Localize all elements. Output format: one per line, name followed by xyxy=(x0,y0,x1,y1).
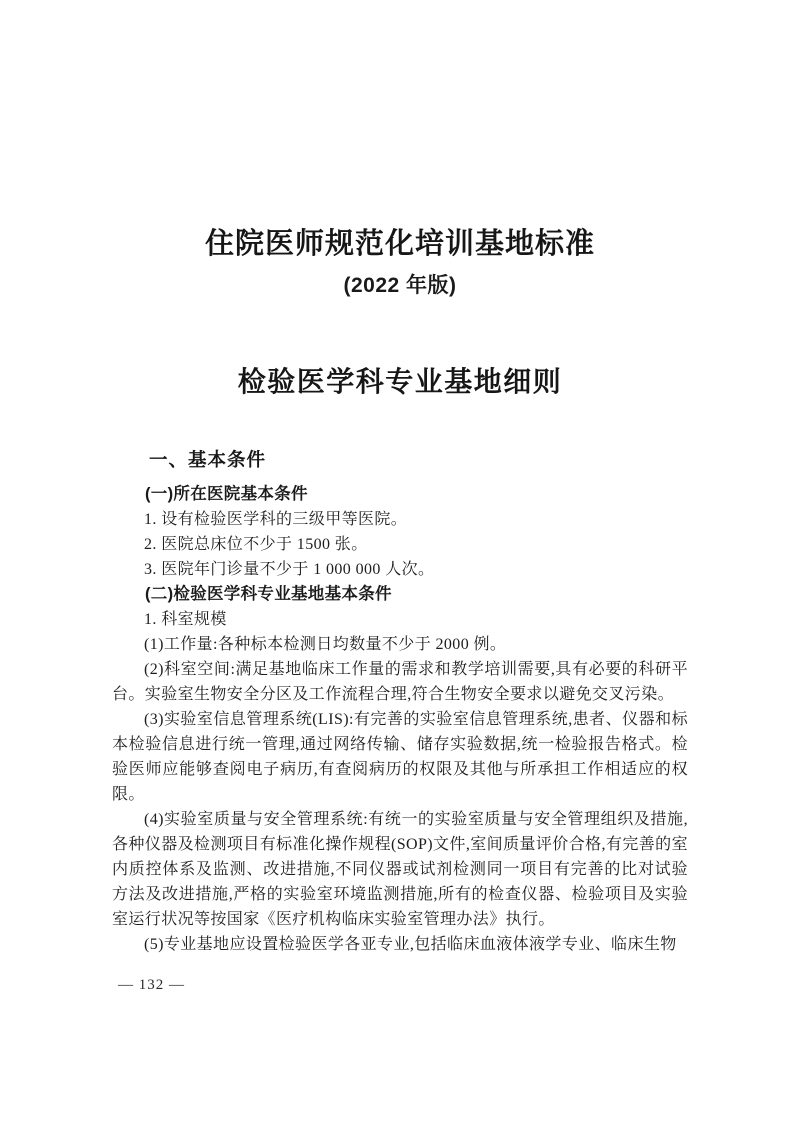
section-heading-basic-conditions: 一、基本条件 xyxy=(149,451,267,471)
document-edition: (2022 年版) xyxy=(343,274,457,297)
list-item-2: 2. 医院总床位不少于 1500 张。 xyxy=(144,536,368,553)
subsection-heading-specialty-base-conditions: (二)检验医学科专业基地基本条件 xyxy=(145,585,392,603)
paragraph-workload: (1)工作量:各种标本检测日均数量不少于 2000 例。 xyxy=(144,636,507,653)
document-title: 住院医师规范化培训基地标准 xyxy=(204,228,595,260)
paragraph-subspecialties: (5)专业基地应设置检验医学各亚专业,包括临床血液体液学专业、临床生物 xyxy=(144,936,677,953)
paragraph-department-space: (2)科室空间:满足基地临床工作量的需求和教学培训需要,具有必要的科研平台。实验室生物安全分区及工作流程合理,符合生物安全要求以避免交叉污染。 xyxy=(112,661,688,703)
page-number: — 132 — xyxy=(118,977,185,993)
paragraph-lis-system: (3)实验室信息管理系统(LIS):有完善的实验室信息管理系统,患者、仪器和标本检验信息进行统一管理,通过网络传输、储存实验数据,统一检验报告格式。检验医师应能够查阅电子病历,有查阅病历的权限及其他与所承担工作相适应的权限。 xyxy=(112,711,688,803)
subsection-heading-hospital-conditions: (一)所在医院基本条件 xyxy=(145,485,308,503)
chapter-title: 检验医学科专业基地细则 xyxy=(237,366,563,397)
list-item-1: 1. 设有检验医学科的三级甲等医院。 xyxy=(144,511,408,528)
list-item-department-scale: 1. 科室规模 xyxy=(144,611,227,628)
list-item-3: 3. 医院年门诊量不少于 1 000 000 人次。 xyxy=(144,561,435,578)
paragraph-quality-safety-system: (4)实验室质量与安全管理系统:有统一的实验室质量与安全管理组织及措施,各种仪器及检测项目有标准化操作规程(SOP)文件,室间质量评价合格,有完善的室内质控体系及监测、改进措施,不同仪器或试剂检测同一项目有完善的比对试验方法及改进措施,严格的实验室环境监测措施,所有的检查仪器、检验项目及实验室运行状况等按国家《医疗机构临床实验室管理办法》执行。 xyxy=(112,811,688,928)
document-body xyxy=(112,448,688,957)
